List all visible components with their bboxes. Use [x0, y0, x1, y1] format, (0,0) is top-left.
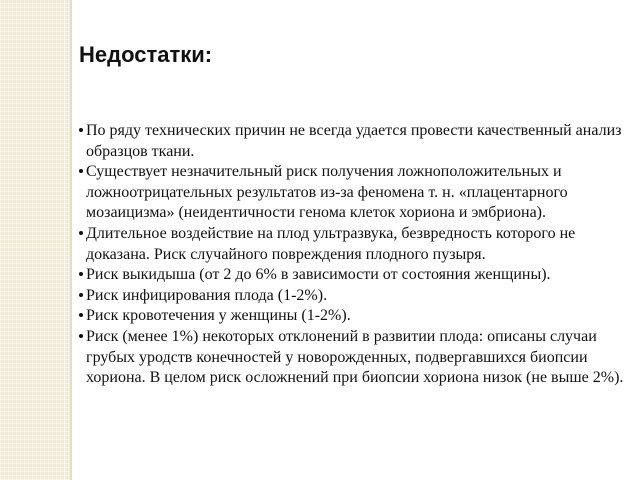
- bullet-text: Риск кровотечения у женщины (1-2%).: [86, 307, 351, 325]
- bullet-dot-icon: [79, 231, 83, 235]
- bullet-text: Существует незначительный риск получения ложноположительных и ложноотрицательных результатов из-за феномена т. н. «плацентарного мозаицизма» (неидентичности генома клеток хориона и эмбриона).: [86, 163, 568, 222]
- bullet-item: [79, 327, 632, 389]
- slide-content: [79, 0, 635, 480]
- bullet-dot-icon: [79, 313, 83, 317]
- bullet-list: [79, 121, 632, 389]
- bullet-text: Риск выкидыша (от 2 до 6% в зависимости от состояния женщины).: [86, 266, 551, 284]
- slide-title: Недостатки:: [79, 42, 213, 67]
- bullet-text: Риск инфицирования плода (1-2%).: [86, 286, 328, 304]
- side-stripe-edge: [70, 0, 72, 480]
- bullet-text: Риск (менее 1%) некоторых отклонений в развитии плода: описаны случаи грубых уродств конечностей у новорожденных, подвергавшихся биопсии хориона. В целом риск осложнений при биопсии хориона низок (не выше 2%).: [86, 327, 624, 387]
- bullet-text: Длительное воздействие на плод ультразвука, безвредность которого не доказана. Риск случайного повреждения плодного пузыря.: [86, 224, 576, 263]
- bullet-dot-icon: [79, 272, 83, 276]
- bullet-item: [79, 121, 632, 162]
- bullet-item: [79, 306, 632, 327]
- bullet-text: По ряду технических причин не всегда удается провести качественный анализ образцов ткани.: [86, 122, 622, 160]
- bullet-dot-icon: [79, 334, 83, 338]
- decorative-side-stripe: [0, 0, 70, 480]
- bullet-dot-icon: [79, 293, 83, 297]
- bullet-item: [79, 162, 632, 224]
- bullet-item: [79, 286, 632, 307]
- bullet-item: [79, 265, 632, 286]
- bullet-item: [79, 224, 632, 265]
- bullet-dot-icon: [79, 169, 83, 173]
- bullet-dot-icon: [79, 128, 83, 132]
